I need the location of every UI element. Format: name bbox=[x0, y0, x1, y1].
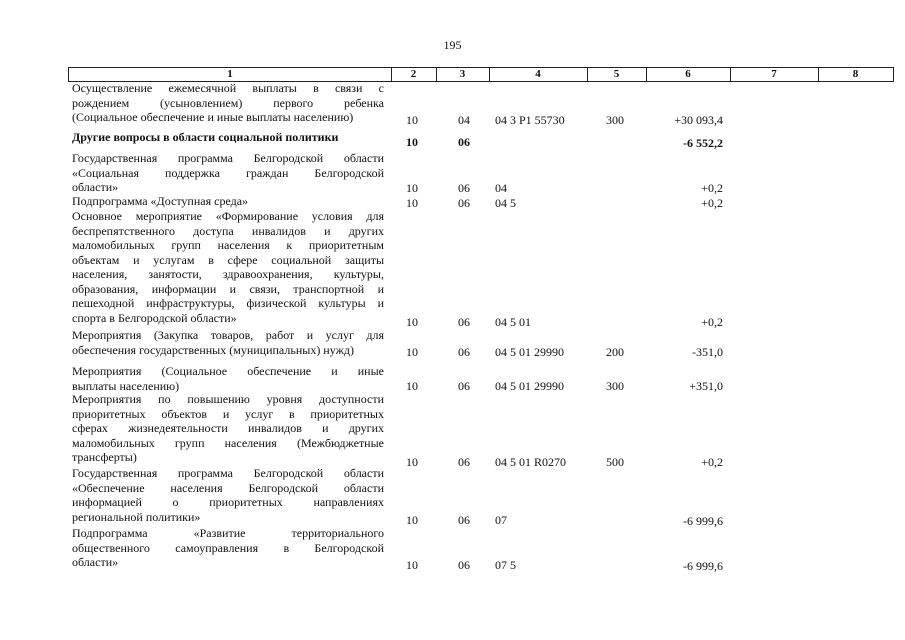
description-line: области» bbox=[72, 180, 119, 194]
cell-amount: -6 552,2 bbox=[683, 136, 723, 150]
cell-target-article: 04 5 01 29990 bbox=[495, 379, 564, 393]
header-col-5: 5 bbox=[587, 68, 647, 81]
description-line: Подпрограмма «Развитие территориального bbox=[72, 526, 384, 540]
cell-amount: -6 999,6 bbox=[683, 514, 723, 528]
table-row-description bbox=[72, 81, 384, 125]
cell-subsection: 04 bbox=[458, 113, 470, 127]
cell-section: 10 bbox=[406, 113, 418, 127]
cell-expense-type: 300 bbox=[606, 379, 624, 393]
description-line: спорта в Белгородской области» bbox=[72, 310, 237, 325]
cell-section: 10 bbox=[406, 135, 418, 149]
description-line: области» bbox=[72, 555, 119, 569]
table-row-description bbox=[72, 466, 384, 524]
description-line: образования, информации и связи, транспортной и bbox=[72, 281, 384, 296]
header-col-3: 3 bbox=[436, 68, 490, 81]
description-line: маломобильных групп населения (Межбюджетные bbox=[72, 435, 384, 450]
header-col-2: 2 bbox=[391, 68, 437, 81]
header-col-6: 6 bbox=[646, 68, 731, 81]
description-line: маломобильных групп населения к приоритетным bbox=[72, 238, 384, 252]
description-line: беспрепятственного доступа инвалидов и других bbox=[72, 223, 384, 238]
cell-section: 10 bbox=[406, 455, 418, 469]
header-col-4: 4 bbox=[489, 68, 588, 81]
cell-section: 10 bbox=[406, 196, 418, 210]
cell-subsection: 06 bbox=[458, 513, 470, 527]
description-line: информацией о приоритетных направлениях bbox=[72, 495, 384, 509]
description-line: Подпрограмма «Доступная среда» bbox=[72, 194, 249, 208]
cell-subsection: 06 bbox=[458, 135, 470, 149]
cell-subsection: 06 bbox=[458, 455, 470, 469]
cell-subsection: 06 bbox=[458, 379, 470, 393]
table-row-description bbox=[72, 194, 384, 209]
cell-amount: +0,2 bbox=[701, 455, 723, 469]
description-line: рождением (усыновлением) первого ребенка bbox=[72, 95, 384, 110]
description-line: общественного самоуправления в Белгородской bbox=[72, 540, 384, 555]
description-line: выплаты населению) bbox=[72, 378, 180, 393]
cell-amount: +0,2 bbox=[701, 181, 723, 195]
table-row-description bbox=[72, 392, 384, 465]
table-row-description bbox=[72, 130, 384, 145]
cell-subsection: 06 bbox=[458, 558, 470, 572]
cell-target-article: 04 5 01 R0270 bbox=[495, 455, 567, 469]
cell-target-article: 04 5 01 29990 bbox=[495, 345, 564, 359]
cell-target-article: 04 3 P1 55730 bbox=[495, 113, 565, 127]
description-line: объектам и услугам в сфере социальной защиты bbox=[72, 252, 384, 267]
description-line: сферах жизнедеятельности инвалидов и других bbox=[72, 421, 384, 435]
cell-subsection: 06 bbox=[458, 345, 470, 359]
table-row-description bbox=[72, 209, 384, 325]
cell-section: 10 bbox=[406, 558, 418, 572]
description-line: региональной политики» bbox=[72, 509, 201, 524]
cell-subsection: 06 bbox=[458, 315, 470, 329]
cell-expense-type: 200 bbox=[606, 345, 624, 359]
cell-amount: -6 999,6 bbox=[683, 559, 723, 573]
description-line: трансферты) bbox=[72, 450, 137, 464]
description-line: Государственная программа Белгородской области bbox=[72, 466, 384, 480]
cell-expense-type: 500 bbox=[606, 455, 624, 469]
cell-target-article: 04 5 bbox=[495, 196, 516, 210]
description-line: населения, занятости, здравоохранения, культуры, bbox=[72, 267, 384, 281]
cell-section: 10 bbox=[406, 345, 418, 359]
description-line: «Социальная поддержка граждан Белгородской bbox=[72, 165, 384, 180]
description-line: обеспечения государственных (муниципальных) нужд) bbox=[72, 342, 354, 357]
cell-amount: +0,2 bbox=[701, 315, 723, 329]
table-header bbox=[68, 67, 894, 82]
cell-amount: -351,0 bbox=[692, 345, 723, 359]
description-line: приоритетных объектов и услуг в приоритетных bbox=[72, 406, 384, 421]
cell-target-article: 07 5 bbox=[495, 558, 516, 572]
cell-amount: +30 093,4 bbox=[674, 113, 723, 127]
cell-target-article: 04 bbox=[495, 181, 507, 195]
description-line: Мероприятия (Закупка товаров, работ и услуг для bbox=[72, 328, 384, 342]
description-line: Мероприятия (Социальное обеспечение и иные bbox=[72, 364, 384, 378]
cell-section: 10 bbox=[406, 315, 418, 329]
cell-section: 10 bbox=[406, 513, 418, 527]
cell-subsection: 06 bbox=[458, 181, 470, 195]
cell-expense-type: 300 bbox=[606, 113, 624, 127]
description-line: Другие вопросы в области социальной политики bbox=[72, 130, 339, 144]
cell-amount: +0,2 bbox=[701, 196, 723, 210]
table-row-description bbox=[72, 328, 384, 357]
cell-amount: +351,0 bbox=[689, 379, 723, 393]
table-row-description bbox=[72, 526, 384, 570]
header-col-8: 8 bbox=[852, 68, 859, 80]
cell-section: 10 bbox=[406, 379, 418, 393]
table-row-description bbox=[72, 151, 384, 195]
table-row-description bbox=[72, 364, 384, 393]
header-col-1: 1 bbox=[69, 68, 392, 81]
description-line: Основное мероприятие «Формирование условия для bbox=[72, 209, 384, 223]
description-line: Государственная программа Белгородской области bbox=[72, 151, 384, 165]
description-line: пешеходной инфраструктуры, физической культуры и bbox=[72, 296, 384, 310]
description-line: Осуществление ежемесячной выплаты в связи с bbox=[72, 81, 384, 95]
description-line: (Социальное обеспечение и иные выплаты населению) bbox=[72, 110, 354, 124]
page-number: 195 bbox=[443, 38, 462, 52]
description-line: Мероприятия по повышению уровня доступности bbox=[72, 392, 384, 406]
description-line: «Обеспечение населения Белгородской области bbox=[72, 480, 384, 495]
cell-target-article: 07 bbox=[495, 513, 507, 527]
cell-subsection: 06 bbox=[458, 196, 470, 210]
cell-section: 10 bbox=[406, 181, 418, 195]
cell-target-article: 04 5 01 bbox=[495, 315, 531, 329]
header-col-7: 7 bbox=[730, 68, 819, 81]
